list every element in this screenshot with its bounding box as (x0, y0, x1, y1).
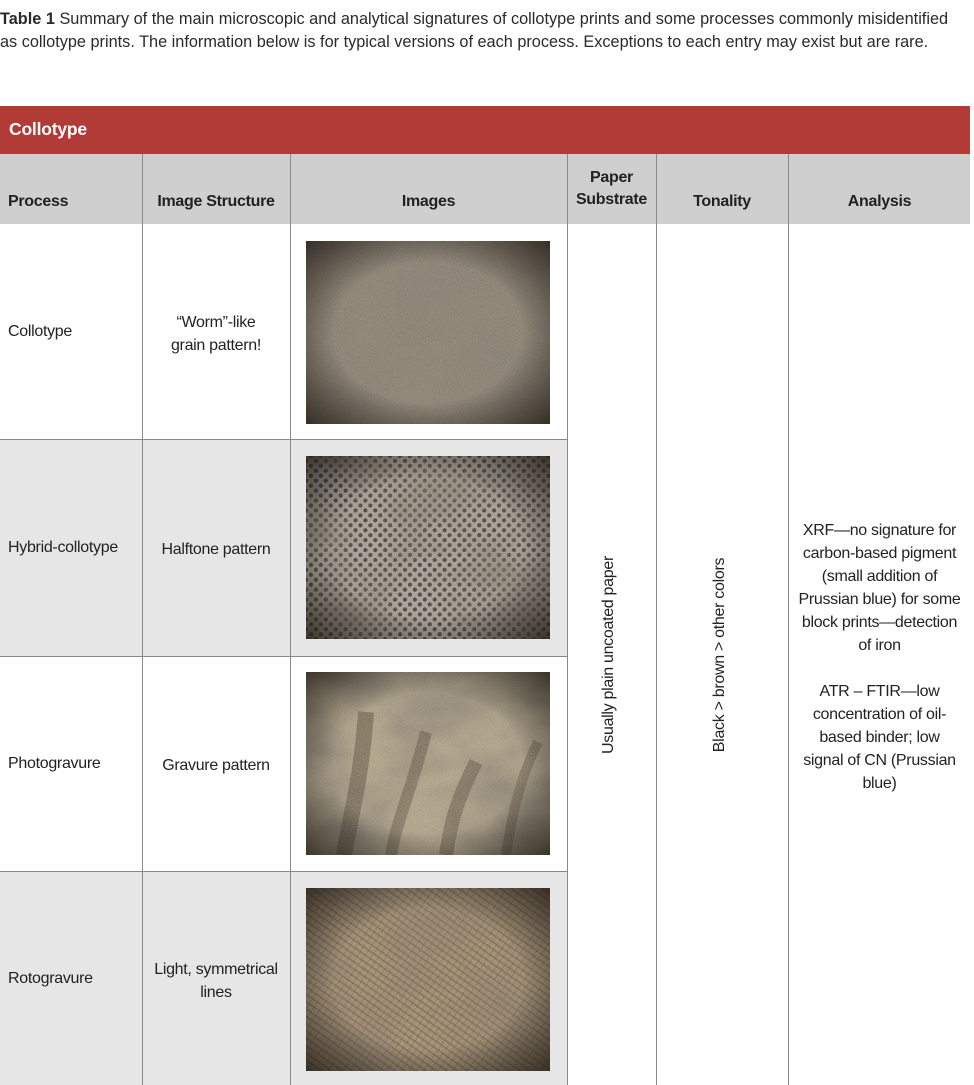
grid-line (0, 656, 567, 657)
col-header-substrate: Paper Substrate (575, 169, 648, 208)
grid-line (290, 154, 291, 1085)
col-header-structure: Image Structure (157, 193, 275, 210)
col-header-analysis: Analysis (847, 193, 912, 210)
rotogravure-micrograph-icon (306, 888, 550, 1071)
grid-line (142, 154, 143, 1085)
image-structure: Halftone pattern (161, 541, 271, 558)
image-structure: “Worm”-like grain pattern! (170, 314, 262, 354)
analysis-value (789, 519, 970, 795)
grid-line (0, 871, 567, 872)
grid-line (656, 154, 657, 1085)
tonality-value: Black > brown > other colors (711, 557, 728, 753)
gravure-micrograph-icon (306, 672, 550, 855)
section-title: Collotype (9, 119, 87, 139)
section-band (0, 106, 970, 154)
table-label: Table 1 (0, 10, 55, 28)
process-name: Rotogravure (8, 970, 93, 987)
grid-line (567, 154, 568, 1085)
image-structure: Light, symmetrical lines (154, 961, 278, 1001)
col-header-tonality: Tonality (693, 193, 751, 210)
analysis-xrf: XRF—no signature for carbon-based pigment (small addition of Prussian blue) for some block prints—detection of iron (798, 522, 961, 654)
analysis-atr: ATR – FTIR—low concentration of oil-based binder; low signal of CN (Prussian blue) (803, 683, 956, 792)
col-header-images: Images (401, 193, 456, 210)
collotype-micrograph-icon (306, 241, 550, 424)
halftone-micrograph-icon (306, 456, 550, 639)
table-caption (0, 8, 960, 53)
process-name: Photogravure (8, 755, 101, 772)
col-header-process: Process (8, 193, 69, 210)
process-name: Hybrid-collotype (8, 539, 118, 556)
process-name: Collotype (8, 323, 73, 340)
grid-line (0, 439, 567, 440)
caption-text: Summary of the main microscopic and analytical signatures of collotype prints and some processes commonly misidentified as collotype prints. The information below is for typical versions of each process. Exceptions to each entry may exist but are rare. (0, 10, 949, 51)
image-structure: Gravure pattern (162, 757, 270, 774)
substrate-value: Usually plain uncoated paper (600, 556, 617, 754)
